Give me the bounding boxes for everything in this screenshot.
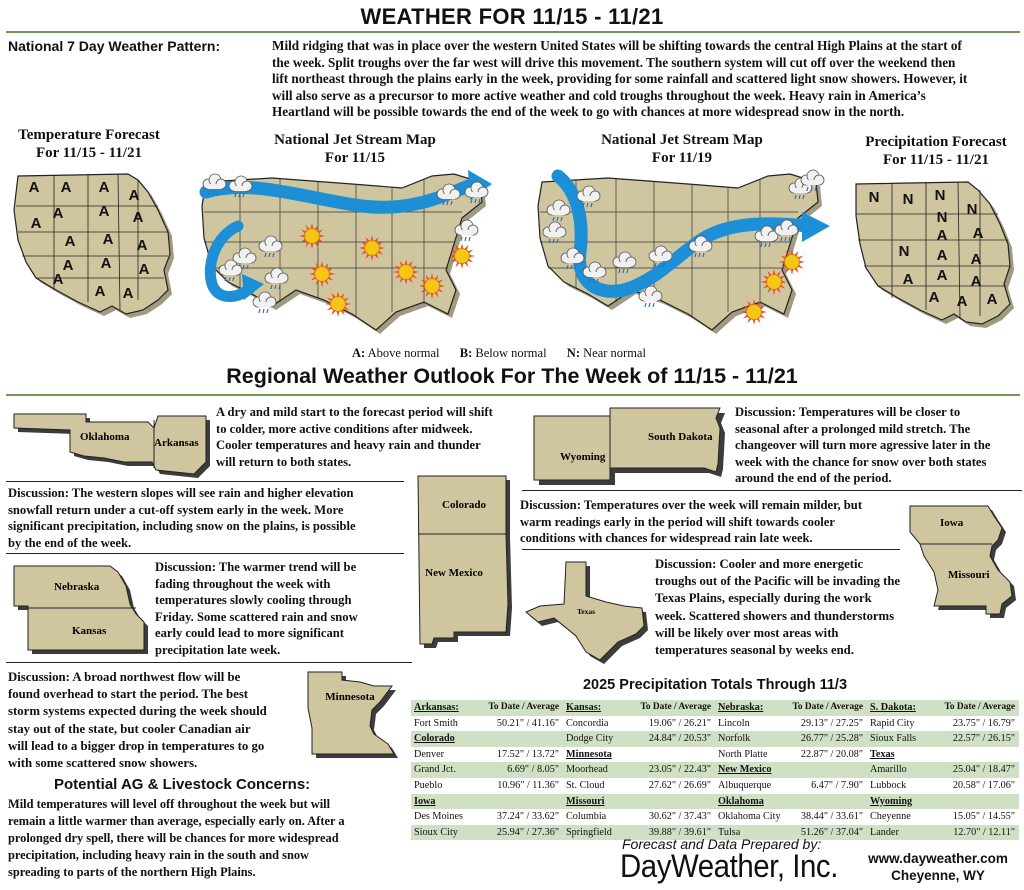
table-row bbox=[867, 809, 1019, 825]
table-row bbox=[715, 762, 867, 778]
city-name: Lander bbox=[870, 826, 899, 838]
precip-value: 39.88" / 39.61" bbox=[648, 826, 711, 838]
table-row bbox=[867, 762, 1019, 778]
city-name: Fort Smith bbox=[414, 717, 458, 729]
state-name: Wyoming bbox=[870, 795, 913, 807]
discussion-line: storm systems expected during the week should bbox=[8, 704, 267, 719]
ag-concerns-text bbox=[8, 796, 408, 881]
precip-value: 23.75" / 16.79" bbox=[952, 717, 1015, 729]
city-name: Lubbock bbox=[870, 779, 907, 791]
national-line: Mild ridging that was in place over the western United States will be shifting towards the central High Plains at the start of bbox=[272, 38, 962, 53]
discussion-line: temperatures slowly cooling through bbox=[155, 593, 352, 608]
temp-letter: A bbox=[136, 237, 148, 254]
ne-ks-discussion bbox=[155, 559, 405, 659]
national-pattern-label: National 7 Day Weather Pattern: bbox=[8, 38, 221, 54]
precip-letter: A bbox=[902, 271, 914, 288]
ag-line: remain a little warmer than average, especially early on. After a bbox=[8, 814, 345, 828]
discussion-line: Texas Plains, especially during the work bbox=[655, 591, 872, 606]
precip-value: 51.26" / 37.04" bbox=[800, 826, 863, 838]
precip-value: 6.47" / 7.90" bbox=[811, 779, 863, 791]
precip-value: 6.69" / 8.05" bbox=[507, 764, 559, 776]
national-pattern-text bbox=[272, 38, 1022, 121]
city-name: Rapid City bbox=[870, 717, 915, 729]
temp-letter: A bbox=[28, 179, 40, 196]
oklahoma-arkansas-map bbox=[8, 408, 218, 478]
table-row bbox=[715, 700, 867, 716]
precip-value: 22.87" / 20.08" bbox=[800, 748, 863, 760]
discussion-line: by the end of the week. bbox=[8, 535, 132, 550]
legend-key-a: A: bbox=[352, 346, 366, 360]
discussion-line: will return to both states. bbox=[216, 454, 352, 469]
precip-letter: A bbox=[956, 293, 968, 310]
discussion-line: around the end of the period. bbox=[735, 471, 892, 486]
discussion-line: temperatures seasonal by weeks end. bbox=[655, 643, 854, 658]
discussion-line: significant precipitation, including snow on the plains, is possible bbox=[8, 519, 356, 534]
table-row bbox=[715, 794, 867, 810]
discussion-line: Discussion: Temperatures will be closer to bbox=[735, 405, 961, 419]
precip-value: 38.44" / 33.61" bbox=[800, 811, 863, 823]
table-row bbox=[867, 794, 1019, 810]
city-name: Dodge City bbox=[566, 733, 614, 745]
map-title-line: National Jet Stream Map bbox=[274, 132, 436, 148]
table-row bbox=[411, 778, 563, 794]
table-row bbox=[411, 825, 563, 841]
discussion-line: to colder, more active conditions after midweek. bbox=[216, 421, 473, 436]
discussion-line: stay out of the state, but cooler Canadian air bbox=[8, 721, 251, 736]
ag-line: prolonged dry spell, there will be chances for more widespread bbox=[8, 831, 339, 845]
table-row bbox=[563, 731, 715, 747]
discussion-line: will lead to a bigger drop in temperatures to go bbox=[8, 738, 265, 753]
temp-letter: A bbox=[100, 255, 112, 272]
state-name: Texas bbox=[870, 748, 895, 760]
city-name: Sioux City bbox=[414, 826, 458, 838]
precip-value: 50.21" / 41.16" bbox=[496, 717, 559, 729]
precip-letter: A bbox=[970, 273, 982, 290]
city-name: Oklahoma City bbox=[718, 811, 781, 823]
discussion-line: Discussion: The western slopes will see rain and higher elevation bbox=[8, 486, 354, 500]
precip-value: 25.04" / 18.47" bbox=[952, 764, 1015, 776]
precip-column bbox=[867, 700, 1019, 840]
discussion-line: changeover will turn more agressive later in the bbox=[735, 438, 991, 453]
legend-key-b: B: bbox=[459, 346, 473, 360]
city-name: Springfield bbox=[566, 826, 612, 838]
precip-letter: N bbox=[902, 191, 914, 208]
city-name: Lincoln bbox=[718, 717, 750, 729]
table-row bbox=[563, 700, 715, 716]
discussion-line: found overhead to start the period. The best bbox=[8, 687, 249, 702]
table-row bbox=[715, 716, 867, 732]
kansas-label: Kansas bbox=[72, 625, 107, 637]
new-mexico-label: New Mexico bbox=[425, 567, 483, 579]
discussion-line: A dry and mild start to the forecast period will shift bbox=[216, 405, 493, 419]
map-title-line: For 11/15 bbox=[324, 150, 386, 166]
precipitation-forecast-map bbox=[850, 180, 1020, 330]
precip-letter: A bbox=[928, 289, 940, 306]
discussion-line: fading throughout the week with bbox=[155, 576, 331, 591]
precip-letter: N bbox=[934, 187, 946, 204]
precip-value: 23.05" / 22.43" bbox=[648, 764, 711, 776]
divider bbox=[6, 553, 404, 554]
website-url[interactable]: www.dayweather.com bbox=[868, 851, 1008, 866]
state-name: New Mexico bbox=[718, 764, 772, 776]
wyoming-label: Wyoming bbox=[560, 451, 606, 463]
missouri-label: Missouri bbox=[948, 569, 990, 581]
city-name: North Platte bbox=[718, 748, 768, 760]
table-row bbox=[411, 809, 563, 825]
divider bbox=[6, 662, 412, 663]
precip-value: 24.84" / 20.53" bbox=[648, 733, 711, 745]
temp-letter: A bbox=[62, 257, 74, 274]
map-title-line: National Jet Stream Map bbox=[601, 132, 763, 148]
table-row bbox=[411, 762, 563, 778]
map-title-line: Precipitation Forecast bbox=[865, 134, 1007, 150]
precip-value: 25.94" / 27.36" bbox=[496, 826, 559, 838]
precip-value: 37.24" / 33.62" bbox=[496, 811, 559, 823]
discussion-line: Discussion: Cooler and more energetic bbox=[655, 557, 864, 571]
temp-letter: A bbox=[52, 271, 64, 288]
precip-value: 22.57" / 26.15" bbox=[952, 733, 1015, 745]
precip-value: 15.05" / 14.55" bbox=[952, 811, 1015, 823]
state-name: Colorado bbox=[414, 733, 455, 745]
column-header: To Date / Average bbox=[944, 702, 1015, 712]
discussion-line: seasonal after a prolonged mild stretch. The bbox=[735, 421, 971, 436]
tx-discussion bbox=[655, 556, 925, 659]
precip-value: 10.96" / 11.36" bbox=[497, 779, 559, 791]
table-row bbox=[563, 747, 715, 763]
temp-letter: A bbox=[94, 283, 106, 300]
discussion-line: early could lead to more significant bbox=[155, 626, 345, 641]
temp-letter: A bbox=[122, 285, 134, 302]
precip-column bbox=[411, 700, 563, 840]
map-title-line: For 11/19 bbox=[651, 150, 713, 166]
city-name: St. Cloud bbox=[566, 779, 605, 791]
ag-line: precipitation, including heavy rain in the south and snow bbox=[8, 848, 309, 862]
discussion-line: warm readings early in the period will shift towards cooler bbox=[520, 514, 835, 529]
legend-text-n: Near normal bbox=[583, 346, 646, 360]
texas-map bbox=[520, 556, 656, 662]
national-line: the week. Split troughs over the far west will drive this movement. The southern system will cut off over the weekend then bbox=[272, 54, 956, 70]
texas-label: Texas bbox=[576, 607, 596, 616]
minnesota-label: Minnesota bbox=[325, 691, 375, 703]
temp-letter: A bbox=[52, 205, 64, 222]
dayweather-logo: DayWeather, Inc. bbox=[620, 848, 838, 884]
discussion-line: precipitation late week. bbox=[155, 642, 281, 657]
table-row bbox=[411, 731, 563, 747]
table-row bbox=[563, 716, 715, 732]
state-name: Iowa bbox=[414, 795, 436, 807]
discussion-line: Discussion: The warmer trend will be bbox=[155, 560, 357, 574]
precip-column bbox=[563, 700, 715, 840]
city-name: Tulsa bbox=[718, 826, 741, 838]
colorado-label: Colorado bbox=[442, 499, 486, 511]
discussion-line: Cooler temperatures and heavy rain and thunder bbox=[216, 438, 481, 453]
city-name: Grand Jct. bbox=[414, 764, 456, 776]
state-name: Kansas: bbox=[566, 702, 602, 713]
temp-letter: A bbox=[60, 179, 72, 196]
ia-mo-discussion bbox=[520, 497, 920, 547]
table-row bbox=[867, 778, 1019, 794]
city-name: Norfolk bbox=[718, 733, 751, 745]
precip-value: 19.06" / 26.21" bbox=[648, 717, 711, 729]
location-text: Cheyenne, WY bbox=[891, 868, 985, 883]
minnesota-map bbox=[302, 668, 408, 762]
discussion-line: week. Scattered showers and thunderstorms bbox=[655, 608, 895, 623]
temp-letter: A bbox=[64, 233, 76, 250]
table-row bbox=[867, 747, 1019, 763]
national-line: lift northeast through the plains early in the week, providing for some rainfall and scattered light snow showers. However, it bbox=[272, 71, 968, 87]
table-row bbox=[411, 716, 563, 732]
table-row bbox=[715, 778, 867, 794]
column-header: To Date / Average bbox=[792, 702, 863, 712]
wyoming-south-dakota-map bbox=[524, 402, 734, 492]
table-row bbox=[867, 700, 1019, 716]
temp-letter: A bbox=[132, 209, 144, 226]
discussion-line: conditions with chances for widespread rain late week. bbox=[520, 531, 813, 546]
column-header: To Date / Average bbox=[640, 702, 711, 712]
city-name: Denver bbox=[414, 748, 444, 760]
table-row bbox=[563, 809, 715, 825]
precipitation-forecast-title bbox=[848, 133, 1024, 169]
prepared-by: Forecast and Data Prepared by: bbox=[622, 836, 822, 852]
map-title-line: For 11/15 - 11/21 bbox=[36, 145, 142, 161]
state-name: Arkansas: bbox=[414, 702, 459, 713]
colorado-new-mexico-map bbox=[414, 472, 518, 650]
table-row bbox=[715, 809, 867, 825]
south-dakota-label: South Dakota bbox=[648, 431, 713, 443]
temperature-forecast-map bbox=[8, 170, 178, 320]
temp-letter: A bbox=[30, 215, 42, 232]
table-row bbox=[563, 794, 715, 810]
city-name: Concordia bbox=[566, 717, 609, 729]
legend-text-b: Below normal bbox=[475, 346, 547, 360]
precip-letter: A bbox=[936, 227, 948, 244]
discussion-line: will be likely over most areas with bbox=[655, 625, 839, 640]
city-name: Moorhead bbox=[566, 764, 608, 776]
state-name: Oklahoma bbox=[718, 795, 764, 807]
table-row bbox=[715, 731, 867, 747]
map-title-line: Temperature Forecast bbox=[18, 127, 160, 143]
map-title-line: For 11/15 - 11/21 bbox=[883, 152, 989, 168]
precip-letter: N bbox=[966, 201, 978, 218]
mn-discussion bbox=[8, 669, 308, 772]
precip-column bbox=[715, 700, 867, 840]
map-legend bbox=[352, 346, 646, 361]
precip-letter: A bbox=[936, 267, 948, 284]
table-row bbox=[715, 747, 867, 763]
table-row bbox=[411, 747, 563, 763]
precip-value: 20.58" / 17.06" bbox=[952, 779, 1015, 791]
table-row bbox=[411, 794, 563, 810]
city-name: Columbia bbox=[566, 811, 607, 823]
temp-letter: A bbox=[98, 203, 110, 220]
city-name: Cheyenne bbox=[870, 811, 911, 823]
temp-letter: A bbox=[102, 231, 114, 248]
discussion-line: Discussion: Temperatures over the week will remain milder, but bbox=[520, 498, 863, 512]
ok-ar-discussion bbox=[216, 404, 536, 470]
discussion-line: week with the chance for snow over both states bbox=[735, 454, 987, 469]
city-name: Amarillo bbox=[870, 764, 907, 776]
national-line: will also serve as a precursor to more active weather and cold troughs throughout the week. Heavy rain in America’s bbox=[272, 87, 926, 103]
precip-letter: N bbox=[898, 243, 910, 260]
ag-line: spreading to parts of the northern High Plains. bbox=[8, 865, 256, 879]
jet-stream-map-2 bbox=[528, 162, 838, 337]
precip-letter: A bbox=[970, 251, 982, 268]
divider bbox=[522, 490, 1022, 491]
state-name: Missouri bbox=[566, 795, 605, 807]
precip-letter: A bbox=[986, 291, 998, 308]
temp-letter: A bbox=[138, 261, 150, 278]
precip-letter: N bbox=[868, 189, 880, 206]
table-row bbox=[867, 716, 1019, 732]
table-row bbox=[411, 700, 563, 716]
regional-title: Regional Weather Outlook For The Week of 11/15 - 11/21 bbox=[226, 364, 798, 388]
page-title: WEATHER FOR 11/15 - 11/21 bbox=[360, 4, 664, 29]
co-nm-discussion bbox=[8, 485, 408, 551]
national-line: Heartland will be possible towards the end of the week to go with chances at more widespread snow in the north. bbox=[272, 104, 905, 120]
discussion-line: troughs out of the Pacific will be invading the bbox=[655, 574, 901, 589]
oklahoma-label: Oklahoma bbox=[80, 431, 130, 443]
table-row bbox=[563, 762, 715, 778]
title-rule bbox=[6, 31, 1020, 33]
precip-table-title: 2025 Precipitation Totals Through 11/3 bbox=[582, 677, 848, 693]
state-name: Nebraska: bbox=[718, 702, 764, 713]
table-row bbox=[563, 778, 715, 794]
ag-line: Mild temperatures will level off throughout the week but will bbox=[8, 797, 331, 811]
table-row bbox=[867, 731, 1019, 747]
temp-letter: A bbox=[98, 179, 110, 196]
regional-rule bbox=[6, 394, 1020, 396]
wy-sd-discussion bbox=[735, 404, 1024, 487]
temperature-forecast-title bbox=[0, 126, 178, 162]
precip-value: 29.13" / 27.25" bbox=[800, 717, 863, 729]
state-name: S. Dakota: bbox=[870, 702, 916, 713]
nebraska-label: Nebraska bbox=[54, 581, 100, 593]
precip-value: 26.77" / 25.28" bbox=[800, 733, 863, 745]
legend-key-n: N: bbox=[566, 346, 580, 360]
iowa-label: Iowa bbox=[940, 517, 964, 529]
city-name: Pueblo bbox=[414, 779, 443, 791]
discussion-line: snowfall return under a cut-off system early in the week. More bbox=[8, 502, 344, 517]
ag-concerns-title: Potential AG & Livestock Concerns: bbox=[54, 776, 311, 793]
arkansas-label: Arkansas bbox=[154, 437, 199, 449]
nebraska-kansas-map bbox=[8, 562, 158, 658]
discussion-line: with some scattered snow showers. bbox=[8, 756, 198, 771]
precip-value: 30.62" / 37.43" bbox=[648, 811, 711, 823]
column-header: To Date / Average bbox=[488, 702, 559, 712]
precip-value: 27.62" / 26.69" bbox=[648, 779, 711, 791]
state-name: Minnesota bbox=[566, 748, 612, 760]
divider bbox=[6, 481, 404, 482]
city-name: Sioux Falls bbox=[870, 733, 917, 745]
discussion-line: Friday. Some scattered rain and snow bbox=[155, 609, 358, 624]
precip-letter: N bbox=[936, 209, 948, 226]
discussion-line: Discussion: A broad northwest flow will be bbox=[8, 670, 241, 684]
divider bbox=[522, 549, 900, 550]
table-row bbox=[867, 825, 1019, 841]
city-name: Des Moines bbox=[414, 811, 463, 823]
precip-letter: A bbox=[936, 247, 948, 264]
city-name: Albuquerque bbox=[718, 779, 772, 791]
precip-value: 12.70" / 12.11" bbox=[953, 826, 1015, 838]
jet-stream-map-1 bbox=[192, 162, 492, 337]
precip-value: 17.52" / 13.72" bbox=[496, 748, 559, 760]
temp-letter: A bbox=[128, 187, 140, 204]
legend-text-a: Above normal bbox=[367, 346, 440, 360]
precip-letter: A bbox=[972, 225, 984, 242]
